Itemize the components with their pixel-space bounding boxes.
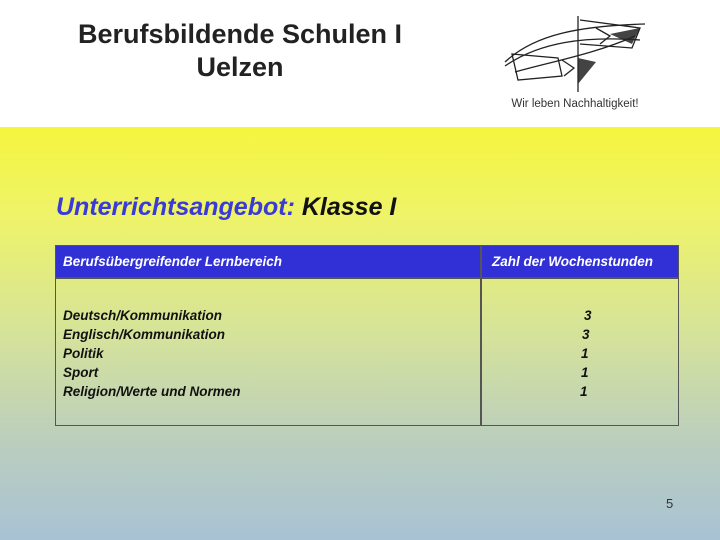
column-header-subject: Berufsübergreifender Lernbereich <box>63 254 283 269</box>
table-row-subject: Religion/Werte und Normen <box>63 384 241 399</box>
school-name <box>40 18 440 84</box>
table-row-subject: Deutsch/Kommunikation <box>63 308 223 323</box>
tagline: Wir leben Nachhaltigkeit! <box>511 98 639 110</box>
table-row-hours: 3 <box>582 327 590 342</box>
table-row-subject: Englisch/Kommunikation <box>63 327 226 342</box>
page-number: 5 <box>666 496 674 511</box>
table-header <box>56 246 678 278</box>
table-row-subject: Politik <box>63 346 104 361</box>
table-row-hours: 3 <box>584 308 592 323</box>
subjects-table <box>55 245 679 426</box>
table-row-hours: 1 <box>581 365 589 380</box>
table-row-hours: 1 <box>581 346 589 361</box>
column-divider <box>480 246 482 425</box>
school-name-line1: Berufsbildende Schulen I <box>77 19 403 49</box>
hours-list <box>578 306 608 401</box>
column-header-hours: Zahl der Wochenstunden <box>492 254 654 269</box>
school-name-line2: Uelzen <box>196 52 284 82</box>
slide-title-label: Unterrichtsangebot: <box>56 193 295 221</box>
slide-title <box>56 193 396 222</box>
header <box>0 0 720 127</box>
header-divider <box>56 277 678 279</box>
school-logo-icon <box>500 14 650 94</box>
slide-title-class: Klasse I <box>301 193 397 221</box>
subject-list <box>63 306 463 401</box>
table-row-hours: 1 <box>580 384 588 399</box>
table-row-subject: Sport <box>63 365 99 380</box>
